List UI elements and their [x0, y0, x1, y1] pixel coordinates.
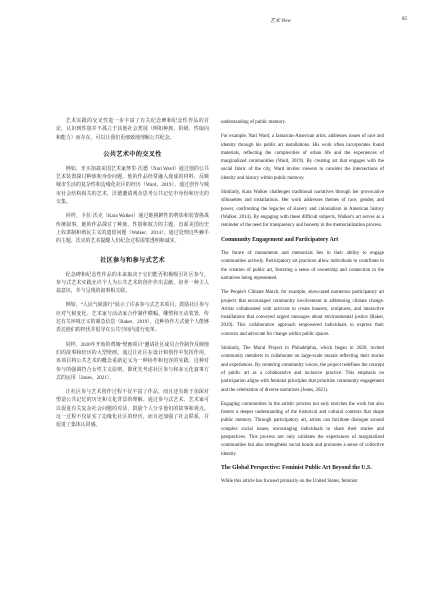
paragraph-walker-en: Similarly, Kara Walker challenges traditional narratives through her provocative silhouettes and installations. Her work addresses themes of race, gender, and power, confronting the legacies of slavery and colonialism in American history (Walker, 2014). By engaging with these difficult subjects, Walker's art serves as a reminder of the need for transparency and honesty in the memorialization process. [221, 190, 384, 229]
section-heading-community-cn: 社区参与和参与式艺术 [100, 256, 165, 264]
section-heading-intersectionality-cn: 公共艺术中的交叉性 [103, 150, 162, 158]
intro-paragraph-cn: 艺术实践的交叉性进一步丰富了有关纪念碑和纪念性作品的讨论，认识到性别并不孤立于其他社会类别（例如种族、阶级、性取向和能力）而存在。可以让我们更细致地理解公共纪念。 [56, 119, 209, 141]
paragraph-continuation-en: understanding of public memory. [221, 120, 286, 125]
paragraph-participatory-cn: 纪念碑和纪念性作品的未来取决于它们能否积极吸引社区参与。参与式艺术实践允许个人为公共艺术的创作作出贡献，培养一种主人翁意识，并与呈现的叙事相关联。 [56, 272, 209, 295]
paragraph-ward-cn: 例如，牙买加裔美国艺术家努里·沃德（Nari Ward）通过他的公共艺术装置探讨种族和身份问题。他的作品经常融入现成的材料，反映城市生活的复杂性和边缘化社区的经历（Ward，2019）。通过创作与城市社会结构相关的艺术，沃德邀请观众思考公共记忆中身份和历史的交集。 [56, 166, 209, 206]
journal-name: 艺术 View [270, 19, 291, 24]
paragraph-engaging-communities-en: Engaging communities in the artistic process not only enriches the work but also fosters a deeper understanding of the historical and cultural contexts that shape public memory. Through participatory art, artists can facilitate dialogue around complex social issues, encouraging individuals to share their stories and perspectives. This process not only validates the experiences of marginalized communities but also strengthens social bonds and promotes a sense of collective identity. [221, 401, 384, 457]
section-heading-global-en: The Global Perspective: Feminist Public Art Beyond the U.S. [221, 464, 372, 471]
english-column [221, 119, 384, 493]
page-number: 85 [402, 17, 407, 22]
paragraph-climate-march-en: The People's Climate March, for example, showcased numerous participatory art projects that encouraged community involvement in addressing climate change. Artists collaborated with activists to create banners, sculptures, and interactive installations that conveyed urgent messages about environmental justice (Baker, 2019). This collaborative approach empowered individuals to express their concerns and advocate for change within public spaces. [221, 290, 384, 337]
page-header [0, 17, 427, 27]
paragraph-engaging-communities-cn: 让社区参与艺术创作过程不仅丰富了作品，而且还有助于加深对塑造公共记忆的历史和文化背景的理解。通过参与式艺术，艺术家可以促进有关复杂社会问题的对话，鼓励个人分享他们的故事和观点。这一过程不仅证实了边缘化社区的经历，而且还加强了社会联系，并促进了集体认同感。 [56, 390, 209, 429]
paragraph-mural-project-en: Similarly, The Mural Project in Philadelphia, which began in 2020, invited community members to collaborate on large-scale murals reflecting their stories and experiences. By centering community voices, the project redefines the concept of public art as a collaborative and inclusive practice. This emphasis on participation aligns with feminist principles that prioritize community engagement and the celebration of diverse narratives (Jones, 2021). [221, 346, 384, 393]
chinese-column [56, 118, 209, 437]
paragraph-climate-march-cn: 例如，“人民气候游行”展示了许多参与式艺术项目，鼓励社区参与应对气候变化。艺术家与活动家合作制作横幅、雕塑和互动装置，传达有关环境正义的紧急信息（Baker，2019）。这种协作方式使个人能够表达他们的担忧并倡导在公共空间内进行变革。 [56, 303, 209, 334]
paragraph-walker-cn: 同样，卡拉·沃克（Kara Walker）通过她挑衅性的剪影和装置挑战传统叙事。她的作品探讨了种族、性别和权力的主题，直面美国历史上奴隶制和殖民主义的遗留问题（Walker，2014）。通过处理这些棘手的主题，沃克的艺术提醒人们纪念过程需要透明和诚实。 [56, 214, 209, 245]
paragraph-mural-project-cn: 同样，2020年开始的费城“壁画项目”邀请社区成员合作制作反映他们的故事和经历的大型壁画。通过让社区在设计和创作中发挥作用，该项目将公共艺术的概念重新定义为一种协作和包容的实践。这种对参与的强调符合女性主义原则，即优先考虑社区参与和多元化叙事方式的运用（Jones，2021）。 [56, 342, 209, 381]
section-heading-community-en: Community Engagement and Participatory Art [221, 236, 339, 243]
paragraph-ward-en: For example, Nari Ward, a Jamaican-American artist, addresses issues of race and identity through his public art installations. His work often incorporates found materials, reflecting the complexities of urban life and the experiences of marginalized communities (Ward, 2019). By creating art that engages with the social fabric of the city, Ward invites viewers to consider the intersections of identity and history within public memory. [221, 134, 384, 181]
paragraph-global-en: While this article has focused primarily on the United States, feminist [221, 479, 358, 485]
paragraph-participatory-en: The future of monuments and memorials lies in their ability to engage communities actively. Participatory art practices allow individuals to contribute to the creation of public art, fostering a sense of ownership and connection to the narratives being represented. [221, 251, 384, 281]
